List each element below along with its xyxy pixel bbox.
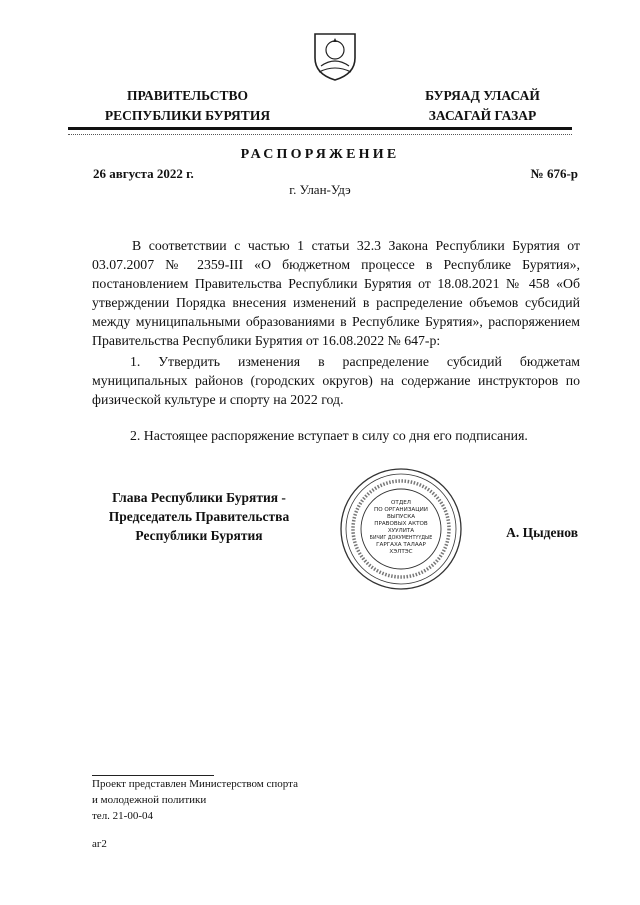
seal-text-line: ХЭЛТЭС bbox=[389, 549, 413, 555]
coat-of-arms-emblem-icon bbox=[307, 28, 363, 84]
document-title: РАСПОРЯЖЕНИЕ bbox=[240, 147, 400, 162]
signatory-name: А. Цыденов bbox=[506, 525, 578, 540]
header-rule bbox=[68, 127, 572, 130]
clause-1-paragraph: 1. Утвердить изменения в распределение субсидий бюджетам муниципальных районов (городских округов) на содержание инструкторов по физической культуре и спорту на 2022 год. bbox=[92, 354, 580, 407]
footer-note: Проект представлен Министерством спорта и молодежной политики тел. 21-00-04 bbox=[92, 778, 298, 822]
footer-code: аг2 bbox=[92, 838, 107, 850]
signatory-title: Глава Республики Бурятия - Председатель Правительства Республики Бурятия bbox=[108, 490, 290, 543]
document-city: г. Улан-Удэ bbox=[289, 182, 351, 197]
seal-text-line: БИЧИГ ДОКУМЕНТҮҮДЫЕ bbox=[369, 536, 433, 541]
document-number: № 676-р bbox=[530, 166, 578, 181]
seal-text-line: ХУУЛИТА bbox=[387, 528, 415, 534]
seal-text-line: ПРАВОВЫХ АКТОВ bbox=[374, 521, 428, 527]
seal-text-line: ГАРГАХА ТАЛААР bbox=[376, 542, 426, 548]
header-dotted-rule bbox=[68, 134, 572, 135]
document-date: 26 августа 2022 г. bbox=[93, 166, 194, 181]
government-name-bua: БУРЯАД УЛАСАЙ ЗАСАГАЙ ГАЗАР bbox=[425, 88, 540, 123]
round-official-seal-icon bbox=[338, 466, 464, 592]
preamble-paragraph: В соответствии с частью 1 статьи 32.3 Закона Республики Бурятия от 03.07.2007 № 2359-III «О бюджетном процессе в Республике Бурятия», постановлением Правительства Республики Бурятия от 18.08.2021 № 458 «Об утверждении Порядка внесения изменений в распределение объемов субсидий между муниципальными образованиями в Республике Бурятия», распоряжением Правительства Республики Бурятия от 16.08.2022 № 647-р: bbox=[92, 238, 580, 348]
seal-text-line: ОТДЕЛ bbox=[391, 500, 411, 506]
government-name-ru: ПРАВИТЕЛЬСТВО РЕСПУБЛИКИ БУРЯТИЯ bbox=[104, 88, 271, 123]
clause-2-paragraph: 2. Настоящее распоряжение вступает в силу со дня его подписания. bbox=[130, 428, 528, 443]
seal-text-line: ПО ОРГАНИЗАЦИИ bbox=[374, 507, 428, 513]
seal-text-line: ВЫПУСКА bbox=[386, 514, 416, 520]
